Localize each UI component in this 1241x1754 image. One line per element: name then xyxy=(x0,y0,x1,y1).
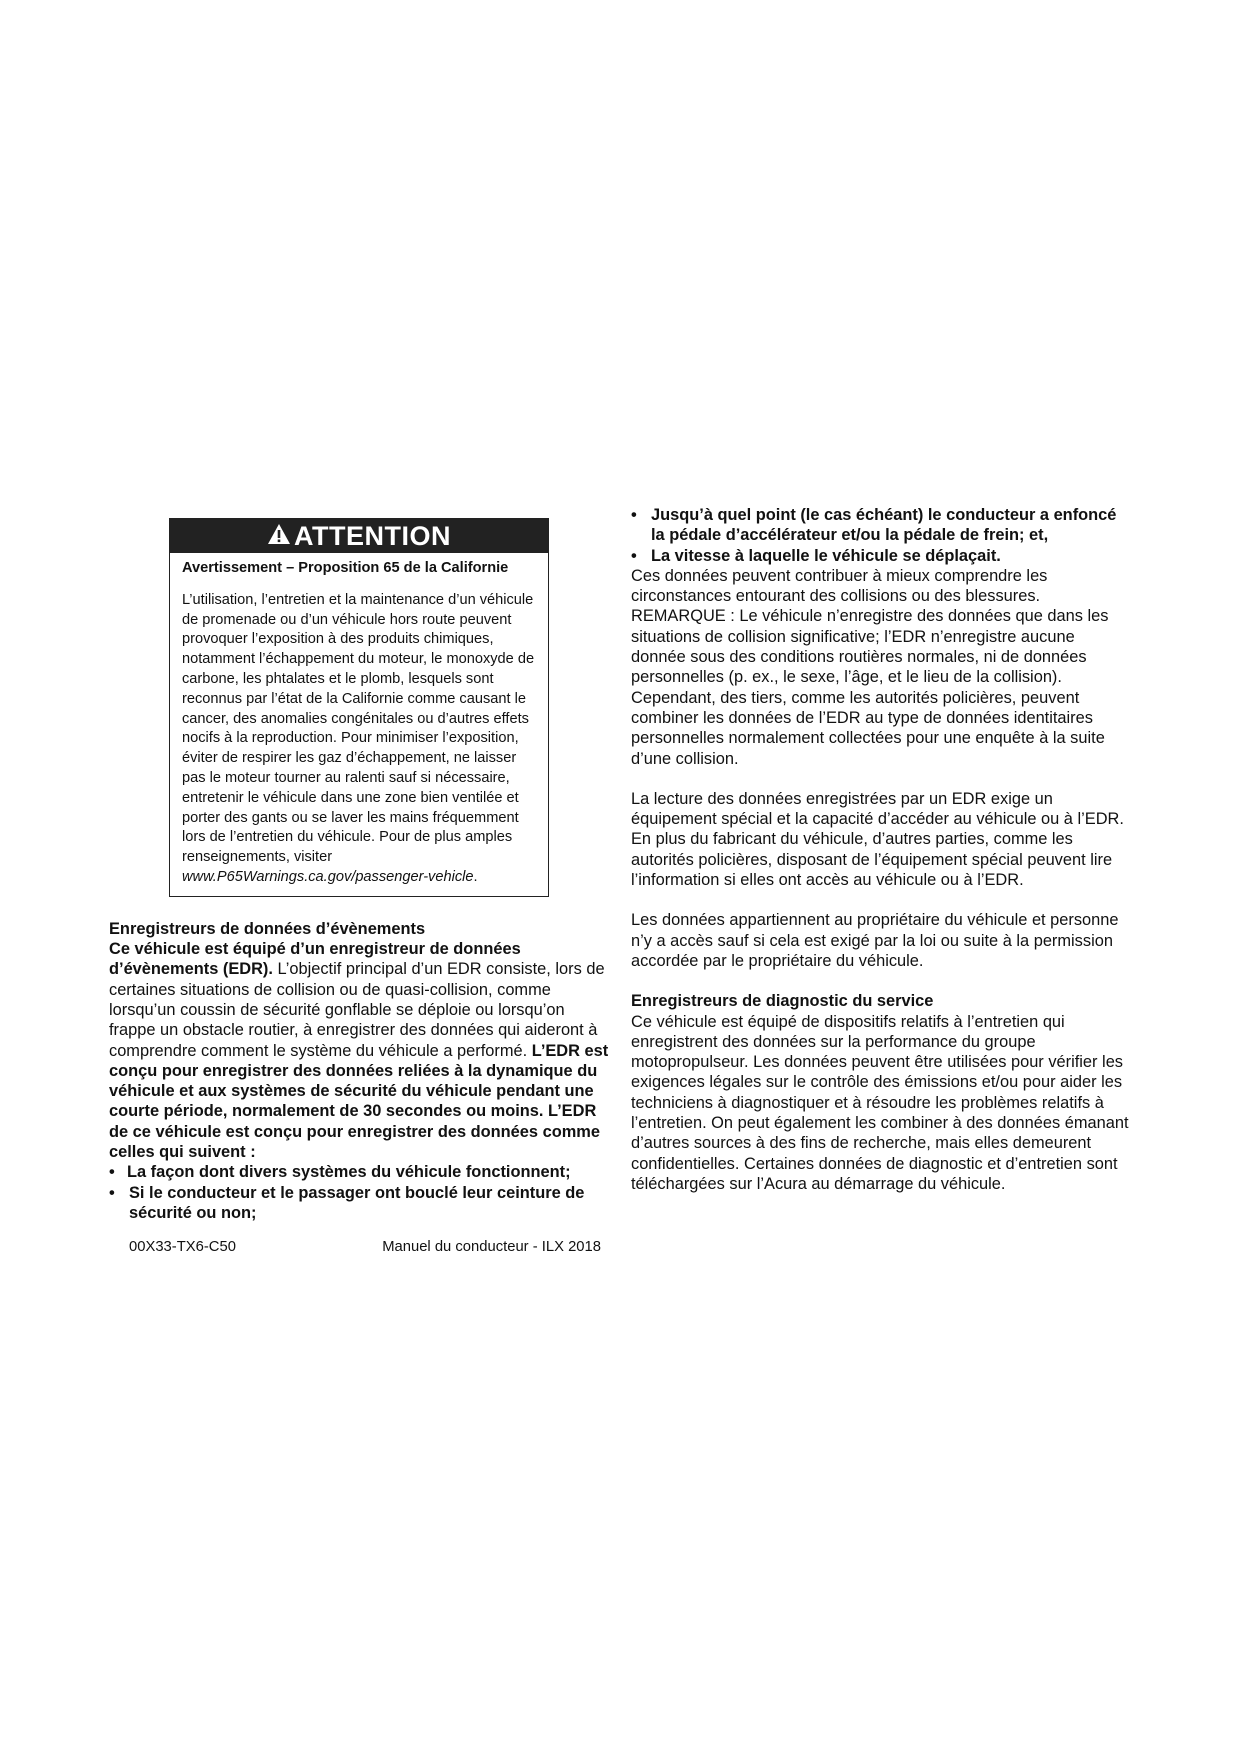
edr-para2: La lecture des données enregistrées par un EDR exige un équipement spécial et la capacité d’accéder au véhicule ou à l’EDR. En plus du fabricant du véhicule, d’autres parties, comme les autorités policières, disposant de l’équipement spécial peuvent lire l’information si elles ont accès au véhicule ou à l’EDR. xyxy=(631,789,1124,890)
edr-intro-light: L’objectif principal d’un EDR consiste, lors de certaines situations de collision ou de quasi-collision, comme lorsqu’un coussin de sécurité gonflable se déploie ou lorsqu’on frappe un obstacle routier, à enregistrer des données qui aideront à comprendre comment le système du véhicule a performé. xyxy=(109,960,605,1060)
list-item: • La vitesse à laquelle le véhicule se déplaçait. xyxy=(631,546,1001,565)
footer-code: 00X33-TX6-C50 xyxy=(129,1239,236,1256)
warning-triangle-icon xyxy=(267,521,291,552)
right-column xyxy=(631,505,1131,1194)
edr-intro xyxy=(109,939,609,1162)
diag-body: Ce véhicule est équipé de dispositifs relatifs à l’entretien qui enregistrent des données sur la performance du groupe motopropulseur. Les données peuvent être utilisées pour vérifier les exigences légales sur le contrôle des émissions et/ou pour aider les techniciens à diagnostiquer et à résoudre les problèmes relatifs à l’entretien. On peut également les combiner à des données émanant d’autres sources à des fins de recherche, mais elles demeurent confidentielles. Certaines données de diagnostic et d’entretien sont téléchargées sur l’Acura au démarrage du véhicule. xyxy=(631,1012,1129,1193)
warning-body: L’utilisation, l’entretien et la maintenance d’un véhicule de promenade ou d’un véhicule hors route peuvent provoquer l’exposition à des produits chimiques, notamment l’échappement du moteur, le monoxyde de carbone, les phtalates et le plomb, lesquels sont reconnus par l’état de la Californie comme causant le cancer, des anomalies congénitales ou d’autres effets nocifs à la reproduction. Pour minimiser l’exposition, éviter de respirer les gaz d’échappement, ne laisser pas le moteur tourner au ralenti sauf si nécessaire, entretenir le véhicule dans une zone bien ventilée et porter des gants ou se laver les mains fréquemment lors de l’entretien du véhicule. Pour de plus amples renseignements, visiter xyxy=(182,591,535,866)
list-item: • Si le conducteur et le passager ont bouclé leur ceinture de sécurité ou non; xyxy=(109,1183,585,1222)
edr-heading: Enregistreurs de données d’évènements xyxy=(109,919,426,938)
prop65-warning-box xyxy=(169,518,549,897)
edr-para1: Ces données peuvent contribuer à mieux comprendre les circonstances entourant des collisions ou des blessures. REMARQUE : Le véhicule n’enregistre des données que dans les situations de collision significative; l’EDR n’enregistre aucune donnée sous des conditions routières normales, ni de données personnelles (p. ex., le sexe, l’âge, et le lieu de la collision). Cependant, des tiers, comme les autorités policières, peuvent combiner les données de l’EDR au type de données identitaires personnelles normalement collectées pour une enquête à la suite d’une collision. xyxy=(631,566,1109,768)
edr-bold-cont: L’EDR est conçu pour enregistrer des données reliées à la dynamique du véhicule et aux systèmes de sécurité du véhicule pendant une courte période, normalement de 30 secondes ou moins. L’EDR de ce véhicule est conçu pour enregistrer des données comme celles qui suivent : xyxy=(109,1041,609,1162)
warning-title: ATTENTION xyxy=(294,520,451,551)
warning-header xyxy=(170,519,548,553)
edr-section xyxy=(109,919,609,1223)
page-footer xyxy=(109,1239,609,1255)
warning-url: www.P65Warnings.ca.gov/passenger-vehicle xyxy=(182,868,474,885)
warning-subtitle: Avertissement – Proposition 65 de la Californie xyxy=(182,560,509,576)
list-item: • Jusqu’à quel point (le cas échéant) le conducteur a enfoncé la pédale d’accélérateur et/ou la pédale de frein; et, xyxy=(631,506,1117,545)
warning-url-suffix: . xyxy=(473,868,478,885)
footer-title: Manuel du conducteur - ILX 2018 xyxy=(382,1239,601,1256)
diag-heading: Enregistreurs de diagnostic du service xyxy=(631,992,934,1011)
list-item: • La façon dont divers systèmes du véhicule fonctionnent; xyxy=(109,1163,571,1182)
edr-para3: Les données appartiennent au propriétaire du véhicule et personne n’y a accès sauf si cela est exigé par la loi ou suite à la permission accordée par le propriétaire du véhicule. xyxy=(631,911,1119,970)
edr-intro-bold: Ce véhicule est équipé d’un enregistreur de données d’évènements (EDR). xyxy=(109,940,521,979)
left-column xyxy=(109,518,609,1255)
